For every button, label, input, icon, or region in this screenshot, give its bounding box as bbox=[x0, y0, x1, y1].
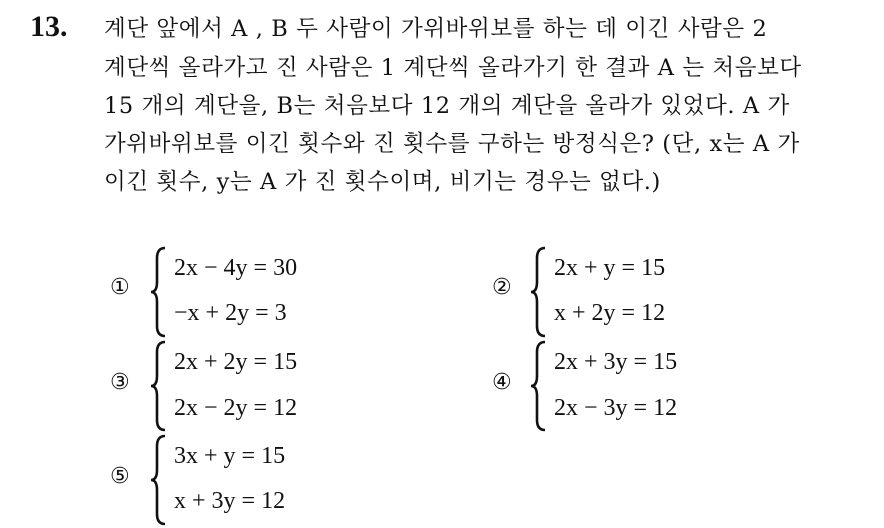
left-brace-icon bbox=[530, 340, 550, 432]
left-brace-icon bbox=[150, 246, 170, 338]
choice-number: ① bbox=[110, 275, 130, 300]
equation-1: 2x − 4y = 30 bbox=[174, 255, 298, 281]
equation-2: x + 3y = 12 bbox=[174, 488, 286, 514]
equation-1: 2x + y = 15 bbox=[554, 255, 666, 281]
question-line-4: 가위바위보를 이긴 횟수와 진 횟수를 구하는 방정식은? (단, x는 A 가 bbox=[104, 131, 800, 157]
left-brace-icon bbox=[530, 246, 550, 338]
left-brace-icon bbox=[150, 434, 170, 526]
equation-2: 2x − 3y = 12 bbox=[554, 395, 678, 421]
choice-number: ③ bbox=[110, 370, 130, 395]
equation-2: 2x − 2y = 12 bbox=[174, 395, 298, 421]
question-line-2: 계단씩 올라가고 진 사람은 1 계단씩 올라가기 한 결과 A 는 처음보다 bbox=[104, 55, 802, 81]
equation-2: −x + 2y = 3 bbox=[174, 300, 287, 326]
question-number: 13. bbox=[30, 10, 68, 43]
question-line-3: 15 개의 계단을, B는 처음보다 12 개의 계단을 올라가 있었다. A 가 bbox=[104, 93, 790, 119]
question-line-5: 이긴 횟수, y는 A 가 진 횟수이며, 비기는 경우는 없다.) bbox=[104, 169, 661, 195]
choice-number: ④ bbox=[492, 370, 512, 395]
question-line-1: 계단 앞에서 A , B 두 사람이 가위바위보를 하는 데 이긴 사람은 2 bbox=[104, 16, 768, 42]
choice-number: ② bbox=[492, 275, 512, 300]
equation-1: 3x + y = 15 bbox=[174, 443, 286, 469]
equation-1: 2x + 2y = 15 bbox=[174, 349, 298, 375]
equation-1: 2x + 3y = 15 bbox=[554, 349, 678, 375]
choice-number: ⑤ bbox=[110, 464, 130, 489]
left-brace-icon bbox=[150, 340, 170, 432]
equation-2: x + 2y = 12 bbox=[554, 300, 666, 326]
